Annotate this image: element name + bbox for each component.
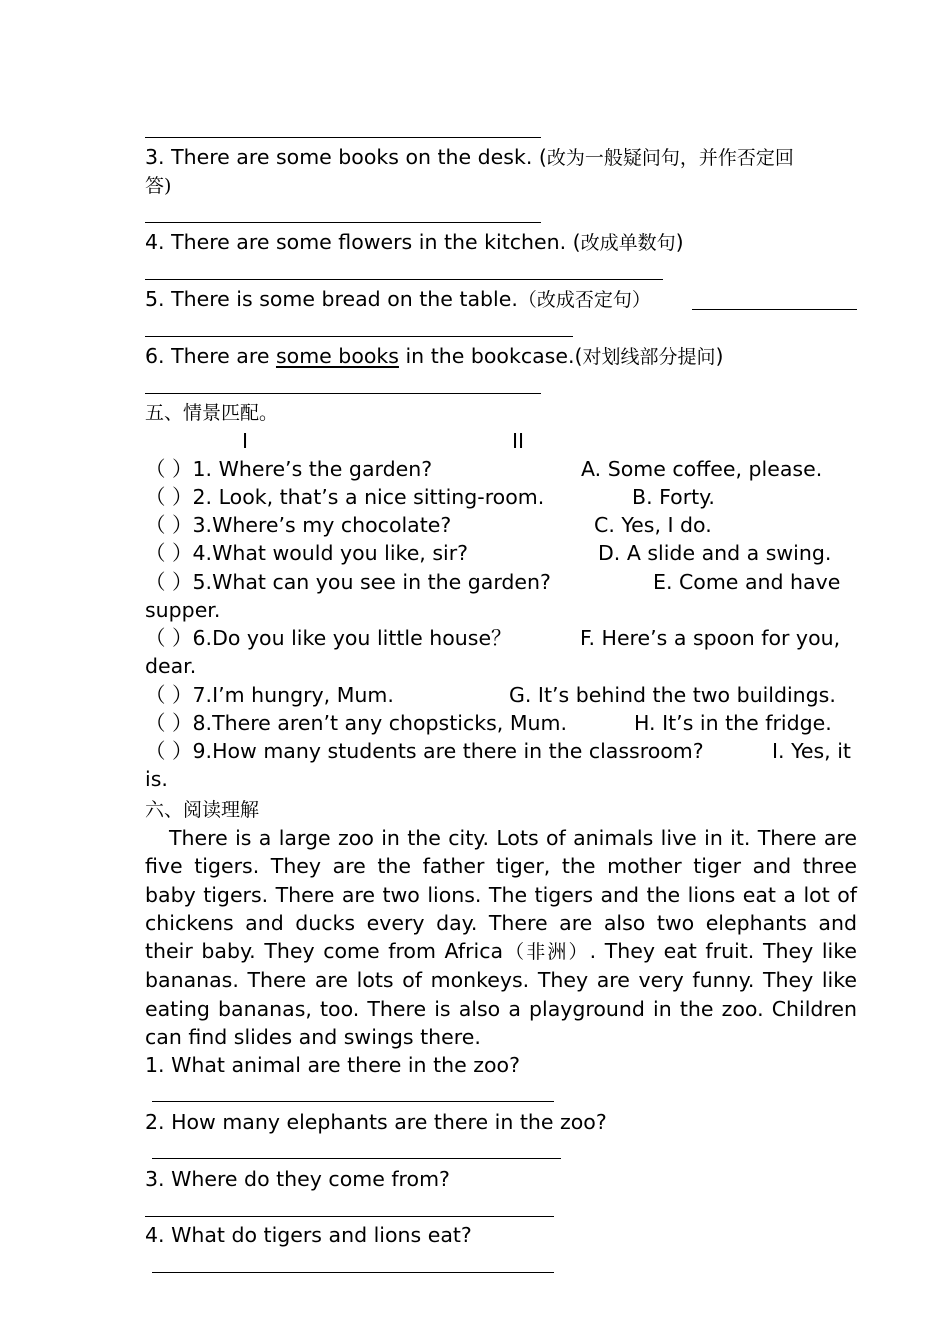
- column-ii-header: II: [512, 429, 525, 453]
- answer-blank[interactable]: [152, 1158, 561, 1159]
- reading-question-4: 4. What do tigers and lions eat?: [145, 1223, 472, 1247]
- match-row: （ ）1. Where’s the garden?: [145, 457, 433, 481]
- match-answer: E. Come and have: [653, 570, 841, 594]
- column-i-header: I: [242, 429, 249, 453]
- match-row: （ ）3.Where’s my chocolate?: [145, 513, 452, 537]
- match-answer: D. A slide and a swing.: [598, 541, 832, 565]
- match-row: （ ）4.What would you like, sir?: [145, 541, 469, 565]
- reading-passage: There is a large zoo in the city. Lots of animals live in it. There are five tigers. They are the father tiger, the mother tiger and three baby tigers. There are two lions. The tigers and the lions eat a lot of chickens and ducks every day. There are also two elephants and their baby. They come from Africa（非洲）. They eat fruit. They like bananas. There are lots of monkeys. They are very funny. They like eating bananas, too. There is also a playground in the zoo. Children can find slides and swings there.: [145, 826, 857, 1050]
- match-answer-cont: dear.: [145, 654, 197, 678]
- match-answer: C. Yes, I do.: [594, 513, 712, 537]
- match-row: （ ）5.What can you see in the garden?: [145, 570, 551, 594]
- match-row: （ ）8.There aren’t any chopsticks, Mum.: [145, 711, 567, 735]
- match-row: （ ）9.How many students are there in the classroom?: [145, 739, 704, 763]
- question-5: 5. There is some bread on the table.（改成否定句）: [145, 287, 651, 311]
- answer-blank[interactable]: [145, 222, 541, 223]
- section-5-title: 五、情景匹配。: [145, 402, 279, 424]
- question-3-cont: 答): [145, 175, 172, 197]
- answer-blank[interactable]: [145, 279, 663, 280]
- underlined-phrase: some books: [275, 344, 399, 368]
- answer-blank[interactable]: [692, 309, 857, 310]
- match-answer-cont: supper.: [145, 598, 221, 622]
- match-row: （ ）2. Look, that’s a nice sitting-room.: [145, 485, 545, 509]
- section-6-title: 六、阅读理解: [145, 799, 260, 821]
- question-3: 3. There are some books on the desk. (改为一般疑问句，并作否定回: [145, 145, 794, 169]
- match-answer: A. Some coffee, please.: [581, 457, 823, 481]
- answer-blank[interactable]: [145, 393, 541, 394]
- answer-blank[interactable]: [145, 137, 541, 138]
- match-row: （ ）6.Do you like you little house？: [145, 626, 512, 650]
- match-answer: F. Here’s a spoon for you,: [580, 626, 841, 650]
- reading-question-2: 2. How many elephants are there in the zoo?: [145, 1110, 607, 1134]
- reading-question-3: 3. Where do they come from?: [145, 1167, 450, 1191]
- question-6: 6. There are some books in the bookcase.(对划线部分提问): [145, 344, 724, 368]
- question-4: 4. There are some flowers in the kitchen. (改成单数句): [145, 230, 684, 254]
- reading-question-1: 1. What animal are there in the zoo?: [145, 1053, 520, 1077]
- answer-blank[interactable]: [152, 1101, 554, 1102]
- match-answer: G. It’s behind the two buildings.: [509, 683, 836, 707]
- match-answer: B. Forty.: [632, 485, 715, 509]
- match-answer: H. It’s in the fridge.: [634, 711, 832, 735]
- answer-blank[interactable]: [145, 336, 573, 337]
- match-answer-cont: is.: [145, 767, 168, 791]
- answer-blank[interactable]: [145, 1216, 554, 1217]
- answer-blank[interactable]: [152, 1272, 554, 1273]
- match-row: （ ）7.I’m hungry, Mum.: [145, 683, 394, 707]
- match-answer: I. Yes, it: [772, 739, 851, 763]
